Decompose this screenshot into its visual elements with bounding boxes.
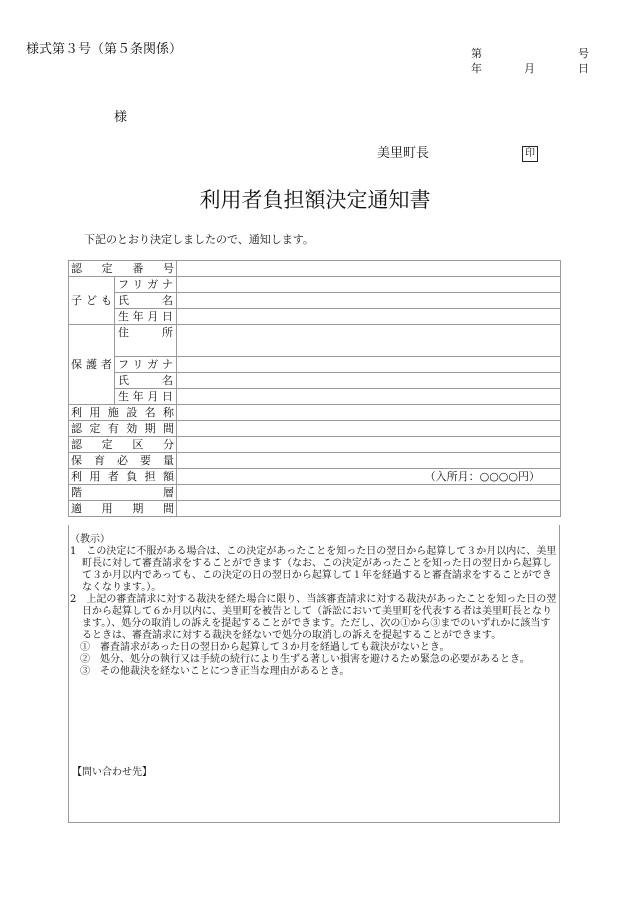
notes-condition-2: ② 処分、処分の執行又は手続の続行により生ずる著しい損害を避けるため緊急の必要があるとき。 [80,654,530,665]
label-nintei-yuko: 認定有効期間 [69,421,177,437]
value-kodomo-seinengappi [177,309,561,325]
value-nintei-kubun [177,437,561,453]
label-dai: 第 [471,47,482,60]
label-riyosha-futan: 利用者負担額 [69,469,177,485]
label-hogosha: 保護者 [69,325,115,405]
label-kodomo: 子ども [69,277,115,325]
label-nintei-bango: 認定番号 [69,261,177,277]
row-kodomo-shimei [69,293,561,309]
label-tsuki: 月 [524,62,535,75]
notes-paragraph-1: 1 この決定に不服がある場合は、この決定があったことを知った日の翌日から起算して３か月以内に、美里町長に対して審査請求をすることができます（なお、この決定があったことを知った日の翌日から起算して３か月以内であっても、この決定の日の翌日から起算して１年を経過すると審査請求をすることができなくなります。）。 [70,546,557,593]
value-riyosha-futan: （入所月：○○○○円） [177,469,561,485]
value-kodomo-furigana [177,277,561,293]
decision-table [68,260,561,517]
label-kodomo-shimei: 氏名 [115,293,177,309]
label-riyo-shisetsu: 利用施設名称 [69,405,177,421]
form-number: 様式第３号（第５条関係） [26,42,183,57]
label-hoiku-hitsuyo: 保育必要量 [69,453,177,469]
row-tekiyo-kikan [69,501,561,517]
row-hoiku-hitsuyo [69,453,561,469]
value-hogosha-jusho [177,325,561,357]
notes-paragraph-2: 2 上記の審査請求に対する裁決を経た場合に限り、当該審査請求に対する裁決があったことを知った日の翌日から起算して６か月以内に、美里町を被告として（訴訟において美里町を代表する者は美里町長となります。）、処分の取消しの訴えを提起することができます。ただし、次の①から③までのいずれかに該当するときは、審査請求に対する裁決を経ないで処分の取消しの訴えを提起することができます。 [70,594,557,641]
label-hi: 日 [578,62,589,75]
row-nintei-yuko [69,421,561,437]
label-nen: 年 [471,62,482,75]
value-nintei-yuko [177,421,561,437]
intro-text: 下記のとおり決定しましたので、通知します。 [84,233,314,246]
label-hogosha-shimei: 氏名 [115,373,177,389]
row-nintei-kubun [69,437,561,453]
value-kodomo-shimei [177,293,561,309]
label-kodomo-furigana: フリガナ [115,277,177,293]
row-hogosha-shimei [69,373,561,389]
label-nintei-kubun: 認定区分 [69,437,177,453]
label-hogosha-jusho: 住所 [115,325,177,357]
label-hogosha-seinengappi: 生年月日 [115,389,177,405]
label-kodomo-seinengappi: 生年月日 [115,309,177,325]
label-hogosha-furigana: フリガナ [115,357,177,373]
label-tekiyo-kikan: 適用期間 [69,501,177,517]
row-kaisou [69,485,561,501]
value-tekiyo-kikan [177,501,561,517]
value-hogosha-seinengappi [177,389,561,405]
value-kaisou [177,485,561,501]
row-hogosha-furigana [69,357,561,373]
value-hogosha-furigana [177,357,561,373]
notes-condition-1: ① 審査請求があった日の翌日から起算して３か月を経過しても裁決がないとき。 [80,642,450,653]
label-kaisou: 階層 [69,485,177,501]
row-hogosha-seinengappi [69,389,561,405]
addressee-sama: 様 [114,110,128,125]
label-go: 号 [578,47,589,60]
mayor-name: 美里町長 [377,146,430,161]
row-kodomo-seinengappi [69,309,561,325]
value-riyo-shisetsu [177,405,561,421]
seal-mark: 印 [522,146,538,162]
notes-heading: （教示） [70,534,110,545]
row-hogosha-jusho [69,325,561,357]
value-hogosha-shimei [177,373,561,389]
row-nintei-bango [69,261,561,277]
notes-condition-3: ③ その他裁決を経ないことにつき正当な理由があるとき。 [80,666,350,677]
notes-section [70,534,558,678]
value-nintei-bango [177,261,561,277]
document-title: 利用者負担額決定通知書 [199,188,431,212]
contact-heading: 【問い合わせ先】 [72,767,152,778]
row-riyosha-futan [69,469,561,485]
row-kodomo-furigana [69,277,561,293]
value-hoiku-hitsuyo [177,453,561,469]
row-riyo-shisetsu [69,405,561,421]
